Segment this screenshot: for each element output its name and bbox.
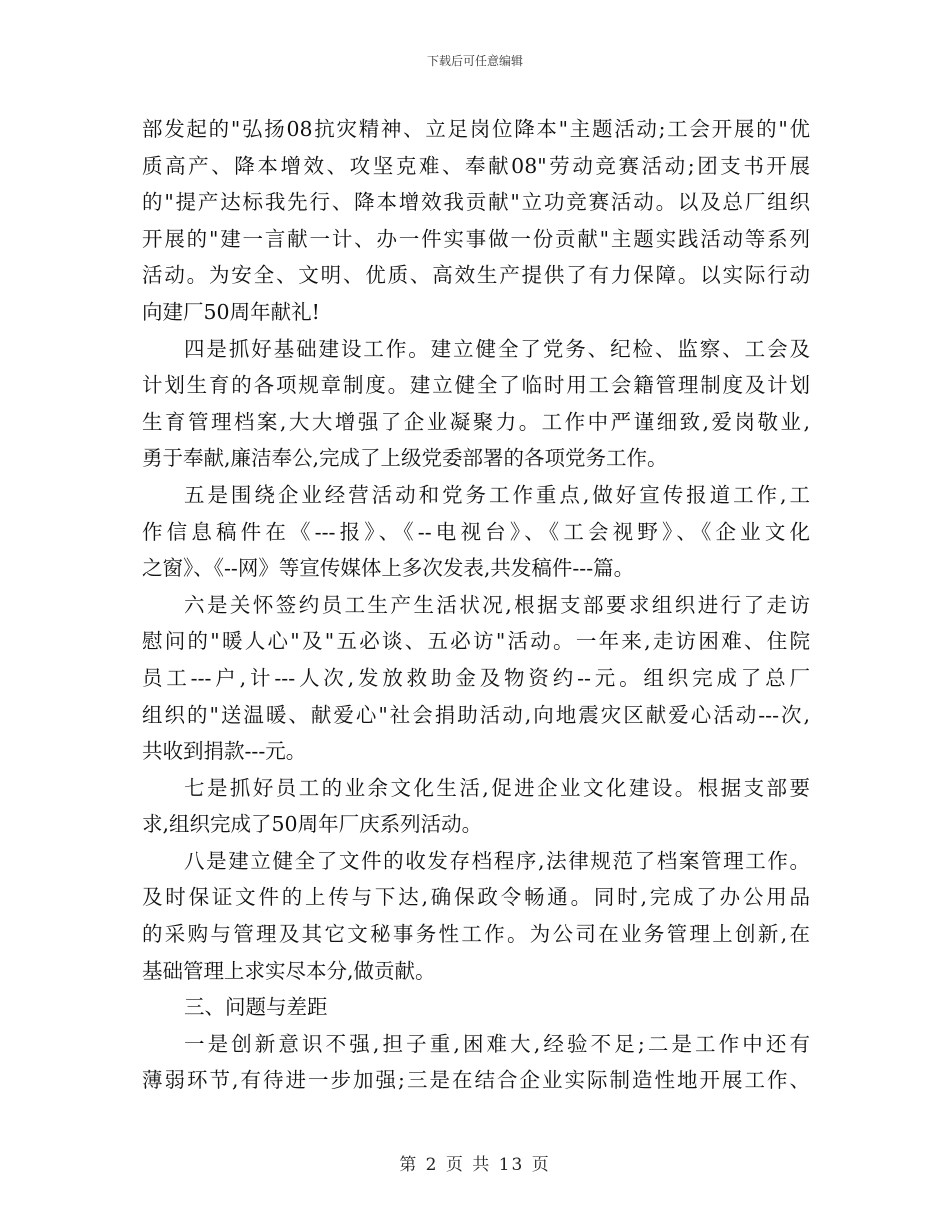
page-number-footer: 第 2 页 共 13 页 xyxy=(399,1155,551,1175)
text-line: 作信息稿件在《---报》、《--电视台》、《工会视野》、《企业文化 xyxy=(142,519,810,544)
text-line: 之窗》、《--网》等宣传媒体上多次发表,共发稿件---篇。 xyxy=(142,556,635,581)
paragraph-first-line: 七是抓好员工的业余文化生活,促进企业文化建设。根据支部要 xyxy=(184,775,810,800)
text-line: 开展的"建一言献一计、办一件实事做一份贡献"主题实践活动等系列 xyxy=(142,226,810,251)
page-header: 下载后可任意编辑 xyxy=(426,54,523,68)
text-line: 慰问的"暖人心"及"五必谈、五必访"活动。一年来,走访困难、住院 xyxy=(142,629,810,654)
paragraph-first-line: 四是抓好基础建设工作。建立健全了党务、纪检、监察、工会及 xyxy=(184,336,810,361)
paragraph-first-line: 五是围绕企业经营活动和党务工作重点,做好宣传报道工作,工 xyxy=(184,482,810,507)
text-line: 基础管理上求实尽本分,做贡献。 xyxy=(142,958,436,983)
text-line: 的"提产达标我先行、降本增效我贡献"立功竞赛活动。以及总厂组织 xyxy=(142,190,810,215)
document-body xyxy=(142,111,810,1099)
text-line: 质高产、降本增效、攻坚克难、奉献08"劳动竞赛活动;团支书开展 xyxy=(142,153,810,178)
paragraph-first-line: 六是关怀签约员工生产生活状况,根据支部要求组织进行了走访 xyxy=(184,592,810,617)
text-line: 的采购与管理及其它文秘事务性工作。为公司在业务管理上创新,在 xyxy=(142,922,810,947)
text-line: 求,组织完成了50周年厂庆系列活动。 xyxy=(142,812,483,837)
section-heading: 三、问题与差距 xyxy=(184,995,328,1020)
text-line: 薄弱环节,有待进一步加强;三是在结合企业实际制造性地开展工作、 xyxy=(142,1068,810,1093)
text-line: 活动。为安全、文明、优质、高效生产提供了有力保障。以实际行动 xyxy=(142,263,810,288)
text-line: 员工---户,计---人次,发放救助金及物资约--元。组织完成了总厂 xyxy=(142,665,810,690)
text-line: 共收到捐款---元。 xyxy=(142,739,307,764)
text-line: 向建厂50周年献礼! xyxy=(142,299,320,324)
text-line: 部发起的"弘扬08抗灾精神、立足岗位降本"主题活动;工会开展的"优 xyxy=(142,117,810,141)
text-line: 组织的"送温暖、献爱心"社会捐助活动,向地震灾区献爱心活动---次, xyxy=(142,702,810,727)
text-line: 及时保证文件的上传与下达,确保政令畅通。同时,完成了办公用品 xyxy=(142,885,810,910)
paragraph-first-line: 八是建立健全了文件的收发存档程序,法律规范了档案管理工作。 xyxy=(184,848,810,873)
text-line: 生育管理档案,大大增强了企业凝聚力。工作中严谨细致,爱岗敬业, xyxy=(142,409,810,434)
text-line: 计划生育的各项规章制度。建立健全了临时用工会籍管理制度及计划 xyxy=(142,373,810,398)
paragraph-first-line: 一是创新意识不强,担子重,困难大,经验不足;二是工作中还有 xyxy=(184,1031,810,1056)
text-line: 勇于奉献,廉洁奉公,完成了上级党委部署的各项党务工作。 xyxy=(142,446,668,471)
